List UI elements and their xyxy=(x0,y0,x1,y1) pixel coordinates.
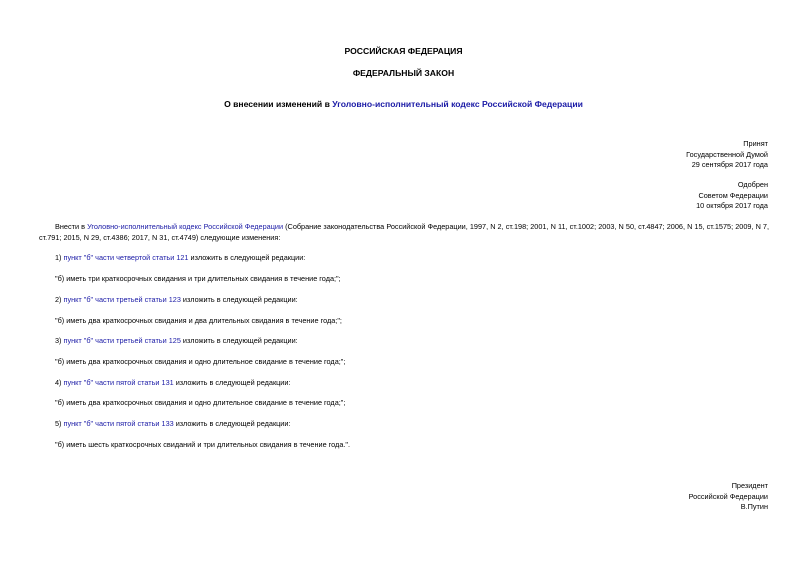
approved-label: Одобрен xyxy=(737,180,768,189)
item-5-rest: изложить в следующей редакции: xyxy=(173,419,291,428)
intro-prefix: Внести в xyxy=(55,222,88,231)
intro-paragraph xyxy=(39,222,769,243)
approved-block xyxy=(696,180,768,212)
item-5-text: "б) иметь шесть краткосрочных свиданий и три длительных свидания в течение года.". xyxy=(55,440,351,449)
document-title xyxy=(0,99,807,110)
intro-suffix: (Собрание законодательства Российской Федерации, 1997, N 2, ст.198; 2001, N 11, ст.1002; 2003, N 50, ст.4847; 2006, N 15, ст.1575; 2009, N 7, ст.791; 2015, N 29, ст.4386; 2017, N 31, ст.4749) следующие изменения: xyxy=(39,222,770,242)
item-3-instruction xyxy=(55,336,298,346)
item-4-number: 4) xyxy=(55,378,64,387)
item-3-text: "б) иметь два краткосрочных свидания и одно длительное свидание в течение года;"; xyxy=(55,357,346,366)
item-2-text: "б) иметь два краткосрочных свидания и два длительных свидания в течение года;"; xyxy=(55,316,342,325)
item-4-link[interactable]: пункт "б" части пятой статьи 131 xyxy=(63,378,174,387)
item-2-instruction xyxy=(55,295,298,305)
item-1-text: "б) иметь три краткосрочных свидания и три длительных свидания в течение года;"; xyxy=(55,274,341,283)
document-type-heading: ФЕДЕРАЛЬНЫЙ ЗАКОН xyxy=(352,68,455,78)
adopted-block xyxy=(686,139,768,171)
title-code-link[interactable]: Уголовно-исполнительный кодекс Российской Федерации xyxy=(332,99,583,109)
item-5-link[interactable]: пункт "б" части пятой статьи 133 xyxy=(63,419,174,428)
item-5-number: 5) xyxy=(55,419,64,428)
adopted-label: Принят xyxy=(743,139,768,148)
item-2-rest: изложить в следующей редакции: xyxy=(180,295,298,304)
adopted-body: Государственной Думой xyxy=(686,149,768,159)
item-4-text: "б) иметь два краткосрочных свидания и одно длительное свидание в течение года;"; xyxy=(55,398,346,407)
item-3-link[interactable]: пункт "б" части третьей статьи 125 xyxy=(63,336,181,345)
country-heading: РОССИЙСКАЯ ФЕДЕРАЦИЯ xyxy=(344,46,463,56)
item-2-link[interactable]: пункт "б" части третьей статьи 123 xyxy=(63,295,181,304)
adopted-date: 29 сентября 2017 года xyxy=(691,160,768,169)
signature-name: В.Путин xyxy=(740,502,768,511)
item-2-number: 2) xyxy=(55,295,64,304)
signature-block xyxy=(689,481,768,513)
item-1-instruction xyxy=(55,253,305,263)
item-1-number: 1) xyxy=(55,253,64,262)
item-1-link[interactable]: пункт "б" части четвертой статьи 121 xyxy=(63,253,189,262)
item-5-instruction xyxy=(55,419,291,429)
intro-code-link[interactable]: Уголовно-исполнительный кодекс Российской Федерации xyxy=(87,222,284,231)
item-4-instruction xyxy=(55,378,291,388)
approved-date: 10 октября 2017 года xyxy=(696,201,768,210)
signature-org: Российской Федерации xyxy=(688,491,768,501)
approved-body: Советом Федерации xyxy=(698,190,768,200)
item-3-number: 3) xyxy=(55,336,64,345)
item-1-rest: изложить в следующей редакции: xyxy=(188,253,306,262)
signature-title: Президент xyxy=(731,481,768,490)
title-prefix: О внесении изменений в xyxy=(224,99,333,109)
item-3-rest: изложить в следующей редакции: xyxy=(180,336,298,345)
item-4-rest: изложить в следующей редакции: xyxy=(173,378,291,387)
